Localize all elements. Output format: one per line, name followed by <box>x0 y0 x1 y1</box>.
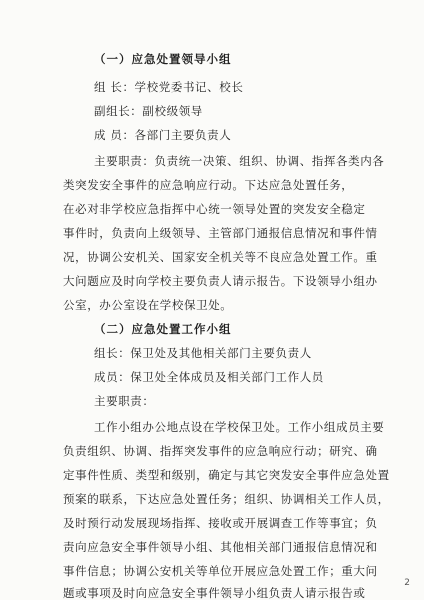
section2-duty-line: 事件信息；协调公安机关等单位开展应急处置工作；重大问 <box>63 564 378 578</box>
section2-members: 成员：保卫处全体成员及相关部门工作人员 <box>94 370 324 384</box>
section1-duty-line: 公室，办公室设在学校保卫处。 <box>63 298 233 312</box>
section2-duty-line: 预案的联系，下达应急处置任务；组织、协调相关工作人员， <box>63 492 390 506</box>
section2-duty-line: 及时预行动发展现场指挥、接收或开展调查工作等事宜；负 <box>63 516 378 530</box>
section1-leader: 组 长：学校党委书记、校长 <box>94 80 244 94</box>
section1-duty-line: 主要职责：负责统一决策、组织、协调、指挥各类内各 <box>94 154 385 168</box>
section1-duty-line: 事件时，负责向上级领导、主管部门通报信息情况和事件情 <box>63 226 378 240</box>
section2-duties-title: 主要职责： <box>94 394 155 408</box>
section2-leader: 组长：保卫处及其他相关部门主要负责人 <box>94 346 312 360</box>
section2-duty-line: 责向应急安全事件领导小组、其他相关部门通报信息情况和 <box>63 540 378 554</box>
section2-duty-line: 工作小组办公地点设在学校保卫处。工作小组成员主要 <box>94 420 385 434</box>
section2-duty-line: 定事件性质、类型和级别，确定与其它突发安全事件应急处置 <box>63 468 390 482</box>
section1-duty-line: 大问题应及时向学校主要负责人请示报告。下设领导小组办 <box>63 274 378 288</box>
section2-duty-line: 负责组织、协调、指挥突发事件的应急响应行动；研究、确 <box>63 444 378 458</box>
section1-duty-line: 在必对非学校应急指挥中心统一领导处置的突发安全稳定 <box>63 202 366 216</box>
section1-deputy: 副组长：副校级领导 <box>94 104 203 118</box>
section1-heading: （一）应急处置领导小组 <box>94 52 232 66</box>
section1-duty-line: 类突发安全事件的应急响应行动。下达应急处置任务， <box>63 178 354 192</box>
section2-heading: （二）应急处置工作小组 <box>94 322 232 336</box>
section1-duty-line: 况，协调公安机关、国家安全机关等不良应急处置工作。重 <box>63 250 378 264</box>
section1-members: 成 员：各部门主要负责人 <box>94 128 232 142</box>
page-number: 2 <box>404 578 410 588</box>
section2-duty-line: 题或事项及时向应急安全事件领导小组负责人请示报告或 <box>63 586 366 600</box>
